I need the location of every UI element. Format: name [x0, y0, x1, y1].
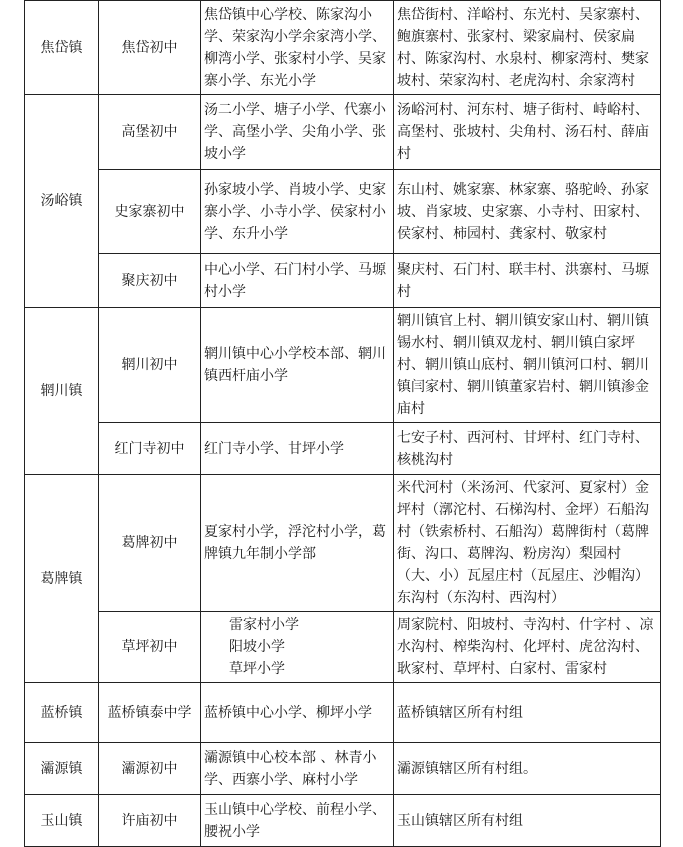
town-cell: 灞源镇 [25, 743, 99, 795]
table-row [25, 308, 661, 423]
town-cell: 焦岱镇 [25, 1, 99, 95]
middle-school-cell: 葛牌初中 [99, 475, 201, 612]
service-area-cell: 七安子村、西河村、甘坪村、红门寺村、核桃沟村 [394, 423, 661, 475]
service-area-cell: 灞源镇辖区所有村组。 [394, 743, 661, 795]
middle-school-cell: 许庙初中 [99, 795, 201, 847]
service-area-cell: 周家院村、阳坡村、寺沟村、什字村 、凉水沟村、榨柴沟村、化坪村、虎岔沟村、耿家村、草坪村、白家村、雷家村 [394, 612, 661, 683]
table-row [25, 95, 661, 170]
service-area-cell: 辋川镇官上村、辋川镇安家山村、辋川镇锡水村、辋川镇双龙村、辋川镇白家坪村、辋川镇山底村、辋川镇河口村、辋川镇闫家村、辋川镇董家岩村、辋川镇渗金庙村 [394, 308, 661, 423]
table-row [25, 612, 661, 683]
primary-school-line: 阳坡小学 [229, 639, 285, 655]
table-row [25, 795, 661, 847]
middle-school-cell: 聚庆初中 [99, 254, 201, 308]
primary-schools-cell: 辋川镇中心小学校本部、辋川镇西杆庙小学 [201, 308, 394, 423]
middle-school-cell: 高堡初中 [99, 95, 201, 170]
service-area-cell: 汤峪河村、河东村、塘子街村、峙峪村、高堡村、张坡村、尖角村、汤石村、薛庙村 [394, 95, 661, 170]
table-row [25, 1, 661, 95]
service-area-cell: 米代河村（米汤河、代家河、夏家村）金坪村（漷沱村、石梯沟村、金坪）石船沟村（铁索桥村、石船沟）葛牌街村（葛牌街、沟口、葛牌沟、粉房沟）梨园村（大、小）瓦屋庄村（瓦屋庄、沙帽沟）东沟村（东沟村、西沟村） [394, 475, 661, 612]
town-cell: 葛牌镇 [25, 475, 99, 683]
primary-school-line: 雷家村小学 [229, 617, 299, 633]
table-row [25, 423, 661, 475]
primary-school-line: 草坪小学 [229, 661, 285, 677]
middle-school-cell: 红门寺初中 [99, 423, 201, 475]
primary-schools-cell: 中心小学、石门村小学、马塬村小学 [201, 254, 394, 308]
town-cell: 辋川镇 [25, 308, 99, 475]
service-area-cell: 聚庆村、石门村、联丰村、洪寨村、马塬村 [394, 254, 661, 308]
service-area-cell: 东山村、姚家寨、林家寨、骆驼岭、孙家坡、肖家坡、史家寨、小寺村、田家村、侯家村、柿园村、龚家村、敬家村 [394, 170, 661, 254]
service-area-cell: 焦岱街村、洋峪村、东光村、吴家寨村、鲍旗寨村、张家村、梁家扁村、侯家扁村、陈家沟村、水泉村、柳家湾村、樊家坡村、荣家沟村、老虎沟村、余家湾村 [394, 1, 661, 95]
middle-school-cell: 草坪初中 [99, 612, 201, 683]
table-row [25, 170, 661, 254]
town-cell: 蓝桥镇 [25, 683, 99, 743]
middle-school-cell: 蓝桥镇泰中学 [99, 683, 201, 743]
middle-school-cell: 灞源初中 [99, 743, 201, 795]
primary-schools-cell: 玉山镇中心学校、前程小学、腰祝小学 [201, 795, 394, 847]
school-district-table [24, 0, 661, 847]
table-row [25, 254, 661, 308]
table-row [25, 743, 661, 795]
primary-schools-cell: 汤二小学、塘子小学、代寨小学、高堡小学、尖角小学、张坡小学 [201, 95, 394, 170]
service-area-cell: 玉山镇辖区所有村组 [394, 795, 661, 847]
primary-schools-cell: 红门寺小学、甘坪小学 [201, 423, 394, 475]
primary-schools-cell: 孙家坡小学、肖坡小学、史家寨小学、小寺小学、侯家村小学、东升小学 [201, 170, 394, 254]
town-cell: 汤峪镇 [25, 95, 99, 308]
middle-school-cell: 史家寨初中 [99, 170, 201, 254]
primary-schools-cell [201, 612, 394, 683]
primary-schools-cell: 灞源镇中心校本部 、林青小学、西寨小学、麻村小学 [201, 743, 394, 795]
primary-schools-cell: 夏家村小学，浮沱村小学，葛牌镇九年制小学部 [201, 475, 394, 612]
town-cell: 玉山镇 [25, 795, 99, 847]
primary-schools-cell: 蓝桥镇中心小学、柳坪小学 [201, 683, 394, 743]
middle-school-cell: 辋川初中 [99, 308, 201, 423]
middle-school-cell: 焦岱初中 [99, 1, 201, 95]
primary-schools-cell: 焦岱镇中心学校、陈家沟小学、荣家沟小学余家湾小学、柳湾小学、张家村小学、吴家寨小学、东光小学 [201, 1, 394, 95]
table-row [25, 475, 661, 612]
service-area-cell: 蓝桥镇辖区所有村组 [394, 683, 661, 743]
table-row [25, 683, 661, 743]
